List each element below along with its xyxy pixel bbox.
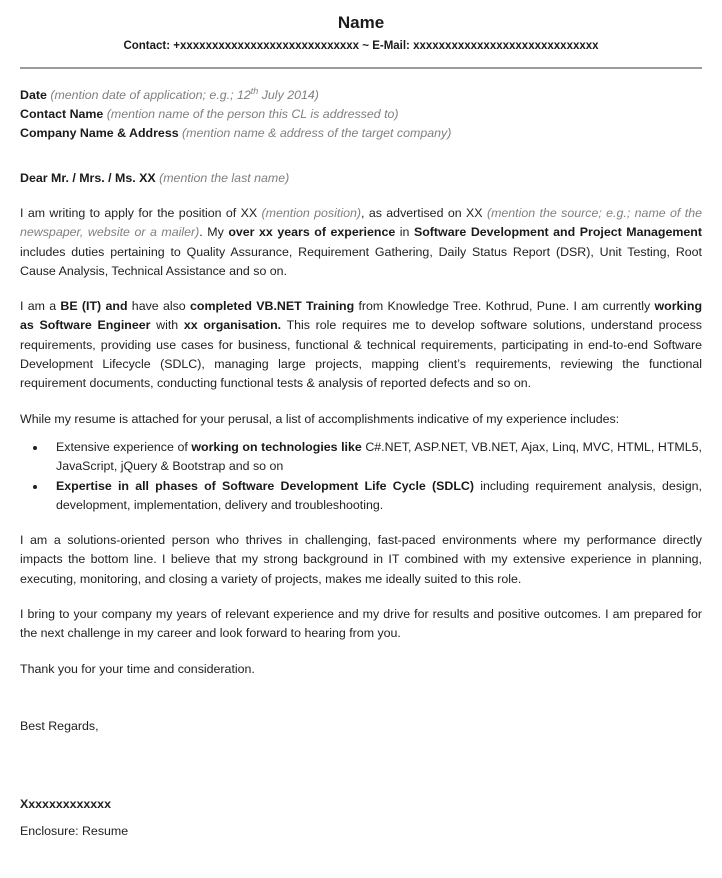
- paragraph-value-proposition: I bring to your company my years of relevant experience and my drive for results and positive outcomes. I am prepared for the next challenge in my career and look forward to hearing from you.: [20, 607, 702, 641]
- date-line: Date (mention date of application; e.g.; 12th July 2014): [20, 85, 319, 102]
- list-item-sdlc-expertise: • Expertise in all phases of Software Development Life Cycle (SDLC) including requirement analysis, design, development, implementation, delivery and troubleshooting.: [47, 477, 702, 516]
- header-divider: [20, 67, 702, 69]
- paragraph-thanks: Thank you for your time and consideration.: [20, 661, 255, 676]
- paragraph-accomplishments-intro: While my resume is attached for your perusal, a list of accomplishments indicative of my experience includes:: [20, 411, 620, 426]
- applicant-name: Name: [337, 13, 385, 32]
- company-address-line: Company Name & Address (mention name & address of the target company): [20, 126, 452, 140]
- paragraph-opening: I am writing to apply for the position of XX (mention position), as advertised on XX (mention the source; e.g.; name of the newspaper, website or a mailer). My over xx years of experience in Software Development and Project Management includes duties pertaining to Quality Assurance, Requirement Gathering, Daily Status Report (DSR), Unit Testing, Root Cause Analysis, Technical Assistance and so on.: [20, 206, 702, 278]
- paragraph-background: I am a BE (IT) and have also completed VB.NET Training from Knowledge Tree. Kothrud, Pune. I am currently working as Software Engineer with xx organisation. This role requires me to develop software solutions, understand process requirements, providing use cases for business, functional & technical requirements, participating in end-to-end Software Development Lifecycle (SDLC), managing large projects, mapping client’s requirements, reviewing the functional requirement documents, conducting functional tests & analysis of reported defects and so on.: [20, 299, 703, 391]
- enclosure-line: Enclosure: Resume: [20, 823, 129, 838]
- list-item-technologies: • Extensive experience of working on technologies like C#.NET, ASP.NET, VB.NET, Ajax, Linq, MVC, HTML, HTML5, JavaScript, jQuery & Bootstrap and so on: [47, 438, 702, 477]
- document-header: [20, 12, 702, 54]
- signature-name: Xxxxxxxxxxxxx: [20, 797, 111, 812]
- paragraph-strengths: I am a solutions-oriented person who thrives in challenging, fast-paced environments where my performance directly impacts the bottom line. I believe that my strong background in IT combined with my extensive experience in planning, executing, monitoring, and closing a variety of projects, makes me ideally suited to this role.: [20, 533, 702, 586]
- recipient-block: [20, 86, 702, 143]
- contact-name-line: Contact Name (mention name of the person this CL is addressed to): [20, 107, 399, 121]
- contact-email-line: Contact: +xxxxxxxxxxxxxxxxxxxxxxxxxxxx ~ E-Mail: xxxxxxxxxxxxxxxxxxxxxxxxxxxxx: [123, 40, 599, 52]
- salutation-line: Dear Mr. / Mrs. / Ms. XX (mention the last name): [20, 171, 290, 185]
- accomplishments-list: [20, 438, 702, 515]
- closing-regards: Best Regards,: [20, 718, 99, 733]
